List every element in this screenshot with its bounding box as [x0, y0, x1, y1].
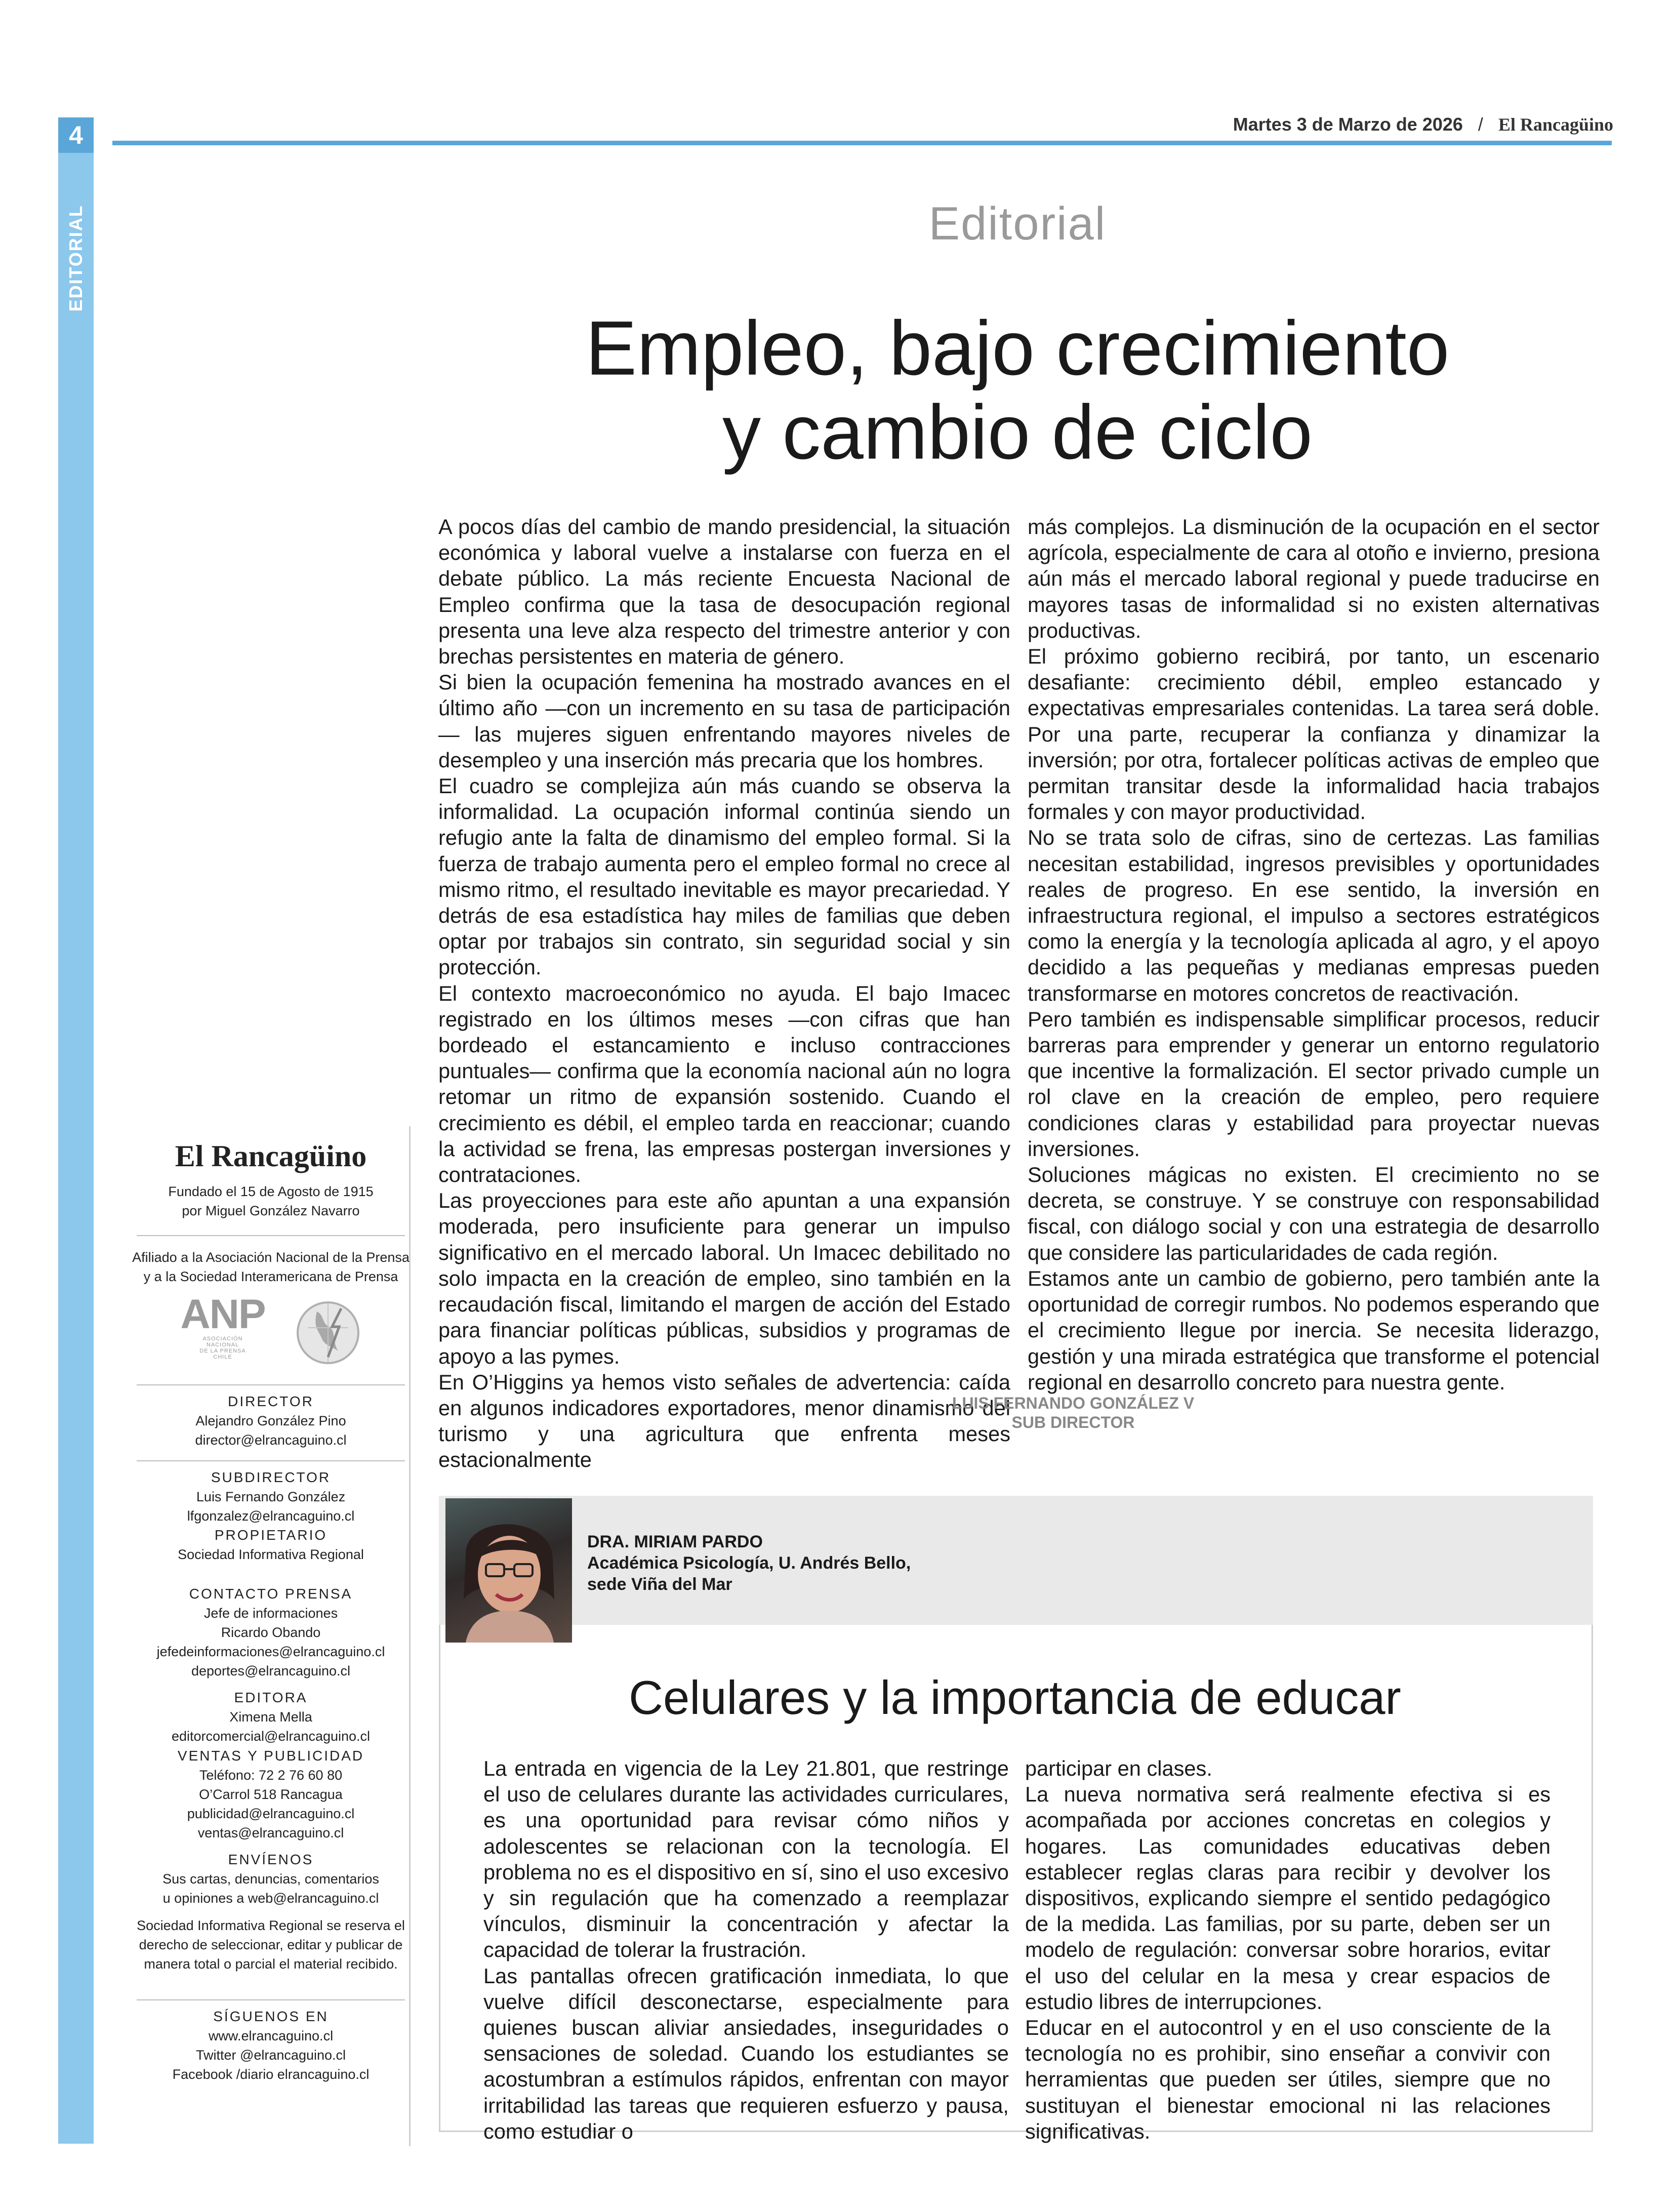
publication-date: Martes 3 de Marzo de 2026 — [1233, 114, 1463, 135]
submissions-info — [132, 1850, 410, 1908]
sales-email: publicidad@elrancaguino.cl — [187, 1806, 355, 1821]
rights-notice — [132, 1916, 410, 1974]
owner-name: Sociedad Informativa Regional — [178, 1547, 364, 1562]
paragraph: Soluciones mágicas no existen. El crecimiento no se decreta, se construye. Y se construye con responsabilidad fiscal, con diálogo social y con una estrategia de desarrollo que considere las particularidades de cada región. — [1028, 1163, 1600, 1264]
paragraph: La entrada en vigencia de la Ley 21.801, que restringe el uso de celulares durante las actividades curriculares, es una oportunidad para revisar cómo niños y adolescentes se relacionan con la tecnología. El problema no es el dispositivo en sí, sino el uso excesivo y sin regulación que ha comenzado a reemplazar vínculos, disminuir la concentración y afectar la capacidad de tolerar la frustración. — [483, 1756, 1009, 1962]
paragraph: El cuadro se complejiza aún más cuando se observa la informalidad. La ocupación informal continúa siendo un refugio ante la falta de dinamismo del empleo formal. Si la fuerza de trabajo aumenta pero el empleo formal no crece al mismo ritmo, el resultado inevitable es mayor precariedad. Y detrás de esa estadística hay miles de familias que deben optar por trabajos sin contrato, sin seguridad social y sin protección. — [438, 774, 1010, 979]
opinion-column-left — [483, 1755, 1009, 2144]
press-name: Ricardo Obando — [221, 1625, 321, 1640]
subdirector-info — [132, 1468, 410, 1564]
editorial-kicker: Editorial — [928, 198, 1107, 250]
submissions-line: Sus cartas, denuncias, comentarios — [162, 1871, 379, 1887]
author-campus: sede Viña del Mar — [587, 1575, 732, 1594]
dateline — [1233, 114, 1613, 135]
founder-line: por Miguel González Navarro — [182, 1203, 360, 1218]
subdirector-email: lfgonzalez@elrancaguino.cl — [187, 1508, 355, 1524]
paragraph: Si bien la ocupación femenina ha mostrado avances en el último año —con un incremento en su tasa de participación— las mujeres siguen enfrentando mayores niveles de desempleo y una inserción más precaria que los hombres. — [438, 670, 1010, 772]
editorial-headline — [435, 306, 1600, 474]
affiliation-info — [132, 1248, 410, 1286]
editor-email: editorcomercial@elrancaguino.cl — [171, 1729, 371, 1744]
author-photo — [445, 1498, 572, 1643]
sip-globe-icon — [293, 1297, 363, 1368]
paragraph: El próximo gobierno recibirá, por tanto, un escenario desafiante: crecimiento débil, empleo estancado y expectativas empresariales contenidas. La tarea será doble. Por una parte, recuperar la confianza y dinamizar la inversión; por otra, fortalecer políticas activas de empleo que permitan transitar desde la informalidad hacia trabajos formales y con mayor productividad. — [1028, 644, 1600, 824]
divider — [137, 1999, 405, 2000]
divider — [137, 1384, 405, 1385]
author-name: DRA. MIRIAM PARDO — [587, 1532, 763, 1551]
director-info — [132, 1392, 410, 1450]
paragraph: El contexto macroeconómico no ayuda. El bajo Imacec registrado en los últimos meses —con cifras que han bordeado el estancamiento e incluso contracciones puntuales— confirma que la economía nacional aún no logra retomar un ritmo de expansión sostenido. Cuando el crecimiento es débil, el empleo tarda en reaccionar; cuando la actividad se frena, las empresas postergan inversiones y contrataciones. — [438, 981, 1010, 1187]
section-label — [56, 204, 96, 312]
editorial-signature — [861, 1394, 1286, 1432]
paragraph: Las pantallas ofrecen gratificación inmediata, lo que vuelve difícil desconectarse, especialmente para quienes buscan aliviar ansiedades, inseguridades o sensaciones de soledad. Cuando los estudiantes se acostumbran a estímulos rápidos, enfrentan con mayor irritabilidad las tareas que requieren esfuerzo y pausa, como estudiar o — [483, 1963, 1009, 2143]
subdirector-heading: SUBDIRECTOR — [211, 1469, 331, 1485]
paragraph: más complejos. La disminución de la ocupación en el sector agrícola, especialmente de cara al otoño e invierno, presiona aún más el mercado laboral regional y puede traducirse en mayores tasas de informalidad si no existen alternativas productivas. — [1028, 515, 1600, 642]
sales-info — [132, 1746, 410, 1842]
author-portrait-icon — [445, 1498, 572, 1643]
anp-logo — [172, 1293, 273, 1360]
paragraph: A pocos días del cambio de mando presidencial, la situación económica y laboral vuelve a instalarse con fuerza en el debate público. La más reciente Encuesta Nacional de Empleo confirma que la tasa de desocupación regional presenta una leve alza respecto del trimestre anterior y con brechas persistentes en materia de género. — [438, 515, 1010, 669]
editorial-column-right — [1028, 514, 1600, 1395]
rights-line: Sociedad Informativa Regional se reserva el — [137, 1918, 405, 1933]
editorial-column-left — [438, 514, 1010, 1473]
sales-heading: VENTAS Y PUBLICIDAD — [177, 1748, 364, 1764]
opinion-headline: Celulares y la importancia de educar — [629, 1671, 1401, 1724]
newspaper-name: El Rancagüino — [1498, 114, 1613, 135]
editor-info — [132, 1688, 410, 1746]
paragraph: No se trata solo de cifras, sino de certezas. Las familias necesitan estabilidad, ingresos previsibles y oportunidades reales de progreso. En ese sentido, la inversión en infraestructura regional, el impulso a sectores estratégicos como la energía y la tecnología aplicada al agro, y el apoyo decidido a las pequeñas y medianas empresas pueden transformarse en motores concretos de reactivación. — [1028, 826, 1600, 1005]
paragraph: Las proyecciones para este año apuntan a una expansión moderada, pero insuficiente para generar un impulso significativo en el mercado laboral. Un Imacec debilitado no solo impacta en la creación de empleo, sino también en la recaudación fiscal, limitando el margen de acción del Estado para financiar políticas públicas, subsidios y programas de apoyo a las pymes. — [438, 1189, 1010, 1368]
opinion-author-info — [587, 1531, 911, 1595]
press-email: deportes@elrancaguino.cl — [191, 1663, 351, 1678]
rights-line: derecho de seleccionar, editar y publicar de — [139, 1937, 403, 1952]
press-role: Jefe de informaciones — [203, 1606, 338, 1621]
affiliation-line: Afiliado a la Asociación Nacional de la Prensa — [132, 1250, 410, 1265]
affiliation-logos — [132, 1293, 410, 1369]
rights-line: manera total o parcial el material recibido. — [144, 1956, 398, 1972]
director-email: director@elrancaguino.cl — [195, 1432, 347, 1448]
anp-logo-subtext: DE LA PRENSA — [199, 1348, 246, 1354]
headline-line-2: y cambio de ciclo — [722, 389, 1313, 475]
divider — [137, 1235, 405, 1236]
opinion-column-right — [1025, 1755, 1550, 2144]
header-rule — [112, 141, 1612, 145]
sales-address: O’Carrol 518 Rancagua — [199, 1787, 343, 1802]
sales-phone: Teléfono: 72 2 76 60 80 — [199, 1768, 343, 1783]
sales-email: ventas@elrancaguino.cl — [197, 1825, 344, 1840]
director-heading: DIRECTOR — [228, 1394, 314, 1409]
director-name: Alejandro González Pino — [195, 1413, 346, 1428]
paragraph: Educar en el autocontrol y en el uso consciente de la tecnología no es prohibir, sino enseñar a convivir con herramientas que pueden ser útiles, siempre que no sustituyan el bienestar emocional ni las relaciones significativas. — [1025, 2016, 1550, 2143]
owner-heading: PROPIETARIO — [214, 1527, 328, 1543]
anp-logo-subtext: CHILE — [213, 1354, 232, 1360]
press-contact-info — [132, 1584, 410, 1681]
divider — [137, 1460, 405, 1461]
social-info — [132, 2007, 410, 2084]
website-link[interactable]: www.elrancaguino.cl — [208, 2028, 334, 2043]
founded-line: Fundado el 15 de Agosto de 1915 — [168, 1184, 374, 1199]
submissions-heading: ENVÍENOS — [228, 1852, 314, 1867]
press-email: jefedeinformaciones@elrancaguino.cl — [156, 1644, 385, 1659]
anp-logo-subtext: NACIONAL — [206, 1342, 239, 1348]
paragraph: Estamos ante un cambio de gobierno, pero también ante la oportunidad de corregir rumbos. No podemos esperando que el crecimiento llegue por inercia. Se necesita liderazgo, gestión y una mirada estratégica que transforme el potencial regional en desarrollo concreto para nuestra gente. — [1028, 1266, 1600, 1394]
signature-title: SUB DIRECTOR — [1011, 1413, 1135, 1431]
masthead — [132, 1126, 410, 2146]
signature-name: LUIS FERNANDO GONZÁLEZ V — [952, 1394, 1195, 1412]
social-heading: SÍGUENOS EN — [213, 2009, 329, 2024]
masthead-newspaper-name: El Rancagüino — [175, 1139, 367, 1173]
paragraph: La nueva normativa será realmente efectiva si es acompañada por acciones concretas en colegios y hogares. Las comunidades educativas deben establecer reglas claras para recibir y devolver los dispositivos, explicando siempre el sentido pedagógico de la medida. Las familias, por su parte, deben ser un modelo de regulación: conversar sobre horarios, evitar el uso del celular en la mesa y crear espacios de estudio libres de interrupciones. — [1025, 1782, 1550, 2014]
anp-logo-subtext: ASOCIACIÓN — [202, 1336, 243, 1342]
anp-logo-letters: ANP — [180, 1291, 265, 1337]
paragraph: En O’Higgins ya hemos visto señales de advertencia: caída en algunos indicadores exportadores, menor dinamismo del turismo y una agricultura que enfrenta meses estacionalmente — [438, 1370, 1010, 1472]
founded-info — [132, 1182, 410, 1220]
press-heading: CONTACTO PRENSA — [189, 1586, 353, 1602]
editor-heading: EDITORA — [234, 1690, 308, 1705]
page-number: 4 — [58, 117, 94, 153]
facebook-link[interactable]: Facebook /diario elrancaguino.cl — [172, 2067, 370, 2082]
section-sidebar-strip — [58, 119, 94, 2144]
subdirector-name: Luis Fernando González — [196, 1489, 346, 1504]
author-role: Académica Psicología, U. Andrés Bello, — [587, 1553, 911, 1573]
editor-name: Ximena Mella — [229, 1709, 312, 1725]
headline-line-1: Empleo, bajo crecimiento — [585, 305, 1450, 391]
submissions-line: u opiniones a web@elrancaguino.cl — [162, 1891, 379, 1906]
paragraph: participar en clases. — [1025, 1756, 1212, 1780]
dateline-separator: / — [1478, 114, 1483, 135]
section-label-text: EDITORIAL — [65, 204, 86, 312]
twitter-link[interactable]: Twitter @elrancaguino.cl — [195, 2047, 346, 2063]
paragraph: Pero también es indispensable simplificar procesos, reducir barreras para emprender y generar un entorno regulatorio que incentive la formalización. El sector privado cumple un rol clave en la creación de empleo, pero requiere condiciones claras y estabilidad para proyectar nuevas inversiones. — [1028, 1007, 1600, 1161]
affiliation-line: y a la Sociedad Interamericana de Prensa — [143, 1269, 398, 1284]
